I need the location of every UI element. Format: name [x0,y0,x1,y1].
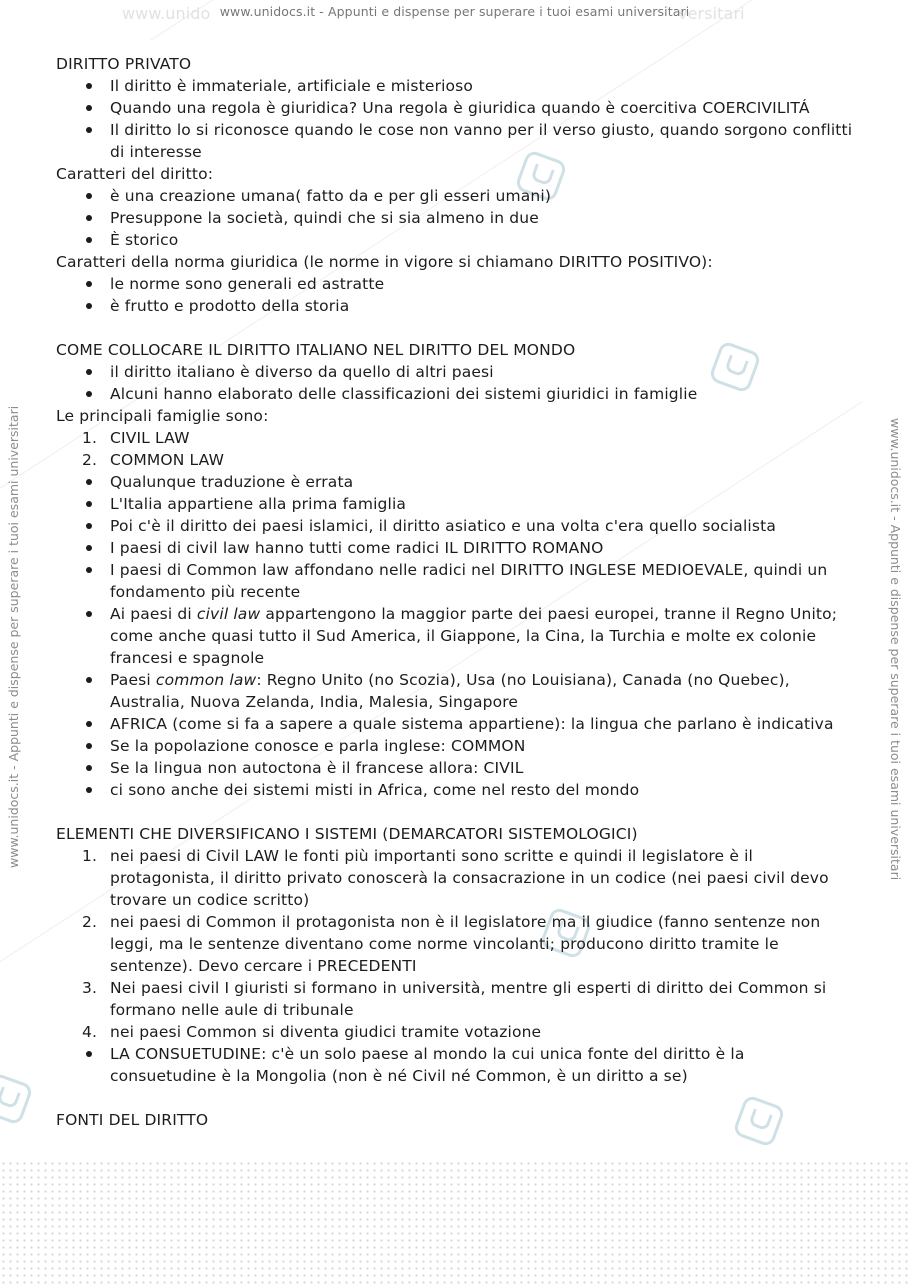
list-item: Alcuni hanno elaborato delle classificazioni dei sistemi giuridici in famiglie [56,383,856,405]
list-item: Poi c'è il diritto dei paesi islamici, il diritto asiatico e una volta c'era quello socialista [56,515,856,537]
list-item-text: Ai paesi di [110,605,197,623]
section-title: DIRITTO PRIVATO [56,55,192,73]
list-item [56,603,856,669]
list-item [56,449,856,471]
section-title: Caratteri della norma giuridica (le norme in vigore si chiamano DIRITTO POSITIVO): [56,253,713,271]
list-item: Quando una regola è giuridica? Una regola è giuridica quando è coercitiva COERCIVILITÁ [56,97,856,119]
list-item-text: nei paesi Common si diventa giudici tramite votazione [110,1023,542,1041]
list-item [56,845,856,911]
list-item: Qualunque traduzione è errata [56,471,856,493]
list-item: Il diritto è immateriale, artificiale e misterioso [56,75,856,97]
list-item [56,1021,856,1043]
section-title: COME COLLOCARE IL DIRITTO ITALIANO NEL DIRITTO DEL MONDO [56,341,576,359]
list-number: 1. [82,429,98,447]
unidocs-logo-icon [0,1072,34,1126]
list-item-text: CIVIL LAW [110,429,190,447]
list-item: ci sono anche dei sistemi misti in Africa, come nel resto del mondo [56,779,856,801]
list-item-text: : Regno Unito (no Scozia), Usa (no Louisiana), Canada (no Quebec), Australia, Nuova Zelanda, India, Malesia, Singapore [110,671,790,711]
list-number: 3. [82,979,98,997]
page-bottom-dot-pattern [0,1160,909,1286]
section-title: ELEMENTI CHE DIVERSIFICANO I SISTEMI (DEMARCATORI SISTEMOLOGICI) [56,825,638,843]
list-item [56,911,856,977]
list-number: 2. [82,451,98,469]
list-item [56,427,856,449]
list-item: LA CONSUETUDINE: c'è un solo paese al mondo la cui unica fonte del diritto è la consuetudine è la Mongolia (non è né Civil né Common, è un diritto a se) [56,1043,856,1087]
list-item: I paesi di Common law affondano nelle radici nel DIRITTO INGLESE MEDIOEVALE, quindi un fondamento più recente [56,559,856,603]
list-item: AFRICA (come si fa a sapere a quale sistema appartiene): la lingua che parlano è indicativa [56,713,856,735]
list-item: le norme sono generali ed astratte [56,273,856,295]
bullet-list [56,361,856,405]
list-item: È storico [56,229,856,251]
list-item: è frutto e prodotto della storia [56,295,856,317]
section-title: FONTI DEL DIRITTO [56,1111,209,1129]
numbered-list [56,845,856,1043]
list-item-text: nei paesi di Common il protagonista non è il legislatore ma il giudice (fanno sentenze non leggi, ma le sentenze diventano come norme vincolanti; producono diritto tramite le sentenze). Devo cercare i PRECEDENTI [110,913,821,975]
emphasis-text: civil law [196,605,261,623]
list-item-text: Nei paesi civil I giuristi si formano in università, mentre gli esperti di diritto dei Common si formano nelle aule di tribunale [110,979,827,1019]
side-watermark-left: www.unidocs.it - Appunti e dispense per superare i tuoi esami universitari [6,405,21,868]
numbered-list [56,427,856,471]
bullet-list [56,273,856,317]
header-ghost-right: versitari [678,4,745,23]
list-number: 2. [82,913,98,931]
list-item-text: COMMON LAW [110,451,225,469]
bullet-list [56,75,856,163]
list-item: Se la popolazione conosce e parla inglese: COMMON [56,735,856,757]
list-item: L'Italia appartiene alla prima famiglia [56,493,856,515]
bullet-list [56,1043,856,1087]
list-item-text: nei paesi di Civil LAW le fonti più importanti sono scritte e quindi il legislatore è il protagonista, il diritto privato conoscerà la consacrazione in un codice (nei paesi civil devo trovare un codice scritto) [110,847,829,909]
list-item: Il diritto lo si riconosce quando le cose non vanno per il verso giusto, quando sorgono conflitti di interesse [56,119,856,163]
list-item-text: Paesi [110,671,156,689]
list-item: I paesi di civil law hanno tutti come radici IL DIRITTO ROMANO [56,537,856,559]
header-ghost-left: www.unido [122,4,211,23]
emphasis-text: common law [155,671,257,689]
section-title: Le principali famiglie sono: [56,407,269,425]
list-number: 1. [82,847,98,865]
list-item: Presuppone la società, quindi che si sia almeno in due [56,207,856,229]
bullet-list [56,471,856,801]
list-item [56,669,856,713]
document-body [56,53,856,1131]
list-item: il diritto italiano è diverso da quello di altri paesi [56,361,856,383]
list-item: è una creazione umana( fatto da e per gli esseri umani) [56,185,856,207]
list-item: Se la lingua non autoctona è il francese allora: CIVIL [56,757,856,779]
section-title: Caratteri del diritto: [56,165,214,183]
header-watermark [0,4,909,23]
bullet-list [56,185,856,251]
side-watermark-right: www.unidocs.it - Appunti e dispense per superare i tuoi esami universitari [888,418,903,881]
list-item-text: appartengono la maggior parte dei paesi europei, tranne il Regno Unito; come anche quasi tutto il Sud America, il Giappone, la Cina, la Turchia e molte ex colonie francesi e spagnole [110,605,838,667]
header-watermark-text: www.unidocs.it - Appunti e dispense per superare i tuoi esami universitari [219,4,690,19]
list-item [56,977,856,1021]
list-number: 4. [82,1023,98,1041]
